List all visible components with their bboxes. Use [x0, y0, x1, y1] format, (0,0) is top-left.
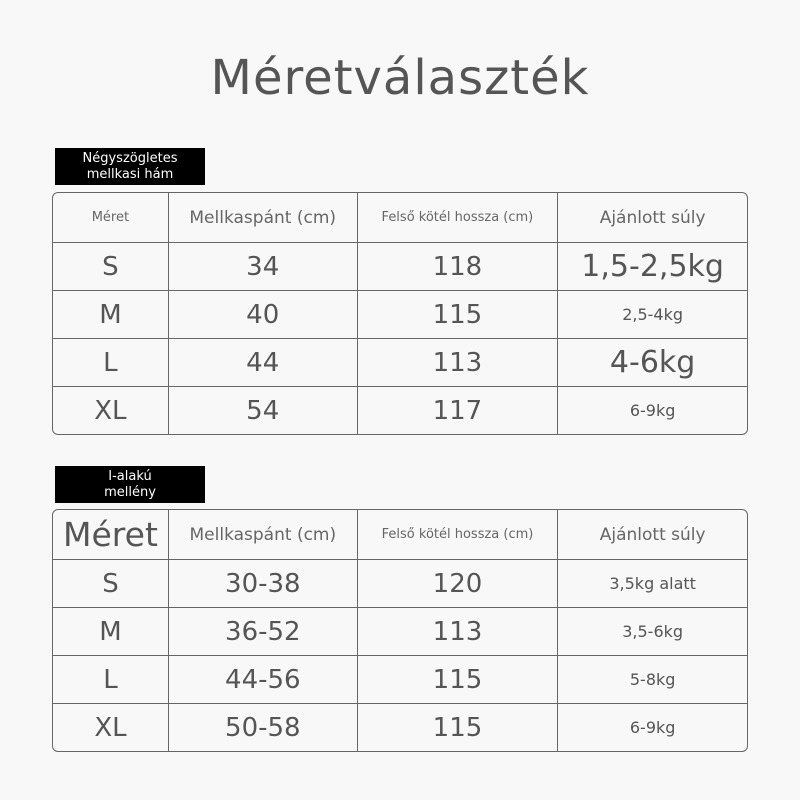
header-recommended-weight: Ajánlott súly: [558, 510, 747, 560]
cell-weight: 1,5-2,5kg: [558, 243, 747, 291]
cell-rope: 118: [358, 243, 559, 291]
section-label-line: mellkasi hám: [86, 166, 174, 182]
cell-size: L: [53, 339, 169, 387]
table-row: [53, 656, 747, 704]
table-header-row: [53, 193, 747, 243]
cell-weight: 3,5kg alatt: [558, 560, 747, 608]
section-label-line: mellény: [104, 484, 156, 500]
size-table-i-vest: [52, 509, 748, 752]
cell-chest: 54: [169, 387, 358, 434]
section-label-line: I-alakú: [108, 468, 152, 484]
table-row: [53, 387, 747, 434]
header-top-rope-length: Felső kötél hossza (cm): [358, 193, 559, 243]
header-chest-strap: Mellkaspánt (cm): [169, 193, 358, 243]
cell-rope: 115: [358, 704, 559, 751]
cell-size: XL: [53, 704, 169, 751]
cell-weight: 4-6kg: [558, 339, 747, 387]
page-title: Méretválaszték: [210, 50, 590, 106]
table-row: [53, 291, 747, 339]
table-row: [53, 560, 747, 608]
table-row: [53, 339, 747, 387]
cell-size: L: [53, 656, 169, 704]
cell-chest: 40: [169, 291, 358, 339]
cell-rope: 115: [358, 291, 559, 339]
cell-chest: 50-58: [169, 704, 358, 751]
cell-chest: 36-52: [169, 608, 358, 656]
cell-weight: 3,5-6kg: [558, 608, 747, 656]
cell-rope: 120: [358, 560, 559, 608]
header-chest-strap: Mellkaspánt (cm): [169, 510, 358, 560]
table-row: [53, 608, 747, 656]
section-label-i-vest: [55, 466, 205, 503]
cell-weight: 2,5-4kg: [558, 291, 747, 339]
cell-size: S: [53, 560, 169, 608]
cell-rope: 115: [358, 656, 559, 704]
header-top-rope-length: Felső kötél hossza (cm): [358, 510, 559, 560]
cell-size: M: [53, 291, 169, 339]
table-header-row: [53, 510, 747, 560]
cell-size: XL: [53, 387, 169, 434]
cell-weight: 5-8kg: [558, 656, 747, 704]
cell-chest: 34: [169, 243, 358, 291]
cell-rope: 113: [358, 339, 559, 387]
size-table-square-harness: [52, 192, 748, 435]
table-row: [53, 243, 747, 291]
cell-size: S: [53, 243, 169, 291]
cell-size: M: [53, 608, 169, 656]
cell-weight: 6-9kg: [629, 718, 676, 737]
header-size: Méret: [53, 510, 169, 560]
section-label-line: Négyszögletes: [82, 150, 178, 166]
cell-chest: 44: [169, 339, 358, 387]
table-row: [53, 704, 747, 751]
cell-rope: 117: [358, 387, 559, 434]
header-recommended-weight: Ajánlott súly: [558, 193, 747, 243]
cell-chest: 30-38: [169, 560, 358, 608]
header-size: Méret: [53, 193, 169, 243]
section-label-square-harness: [55, 148, 205, 185]
cell-chest: 44-56: [169, 656, 358, 704]
cell-weight: 6-9kg: [629, 401, 676, 420]
cell-rope: 113: [358, 608, 559, 656]
